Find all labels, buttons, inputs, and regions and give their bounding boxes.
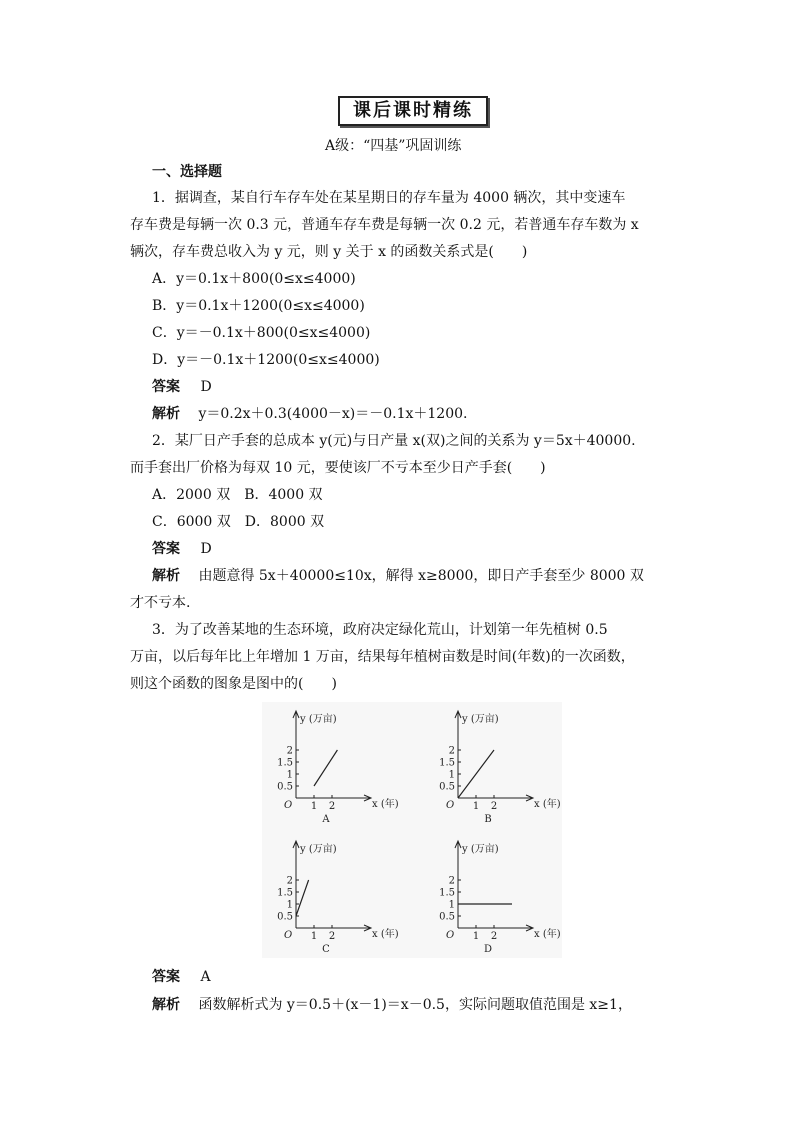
analysis-label: 解析 — [152, 406, 180, 422]
q2-analysis — [152, 567, 644, 585]
q2-options-row1: A．2000 双 B．4000 双 — [152, 487, 323, 503]
q1-answer-value: D — [200, 379, 212, 395]
y-tick-label-A-1: 1.5 — [277, 757, 293, 769]
y-tick-label-C-2: 1 — [286, 899, 293, 911]
q2-line2: 而手套出厂价格为每双 10 元，要使该厂不亏本至少日产手套( ) — [130, 460, 546, 476]
y-axis-label-A: y (万亩) — [300, 714, 337, 725]
q1-line1: 1．据调查，某自行车存车处在某星期日的存车量为 4000 辆次，其中变速车 — [152, 190, 626, 206]
analysis-label: 解析 — [152, 997, 180, 1013]
x-tick-label-B-0: 1 — [472, 801, 480, 812]
q2-answer — [152, 540, 212, 558]
q1-line3: 辆次，存车费总收入为 y 元，则 y 关于 x 的函数关系式是( ) — [130, 244, 528, 260]
y-tick-label-D-3: 0.5 — [439, 911, 455, 923]
level-subtitle: A级：“四基”巩固训练 — [325, 138, 462, 154]
q2-options-row2: C．6000 双 D．8000 双 — [152, 514, 325, 530]
y-axis-label-B: y (万亩) — [462, 714, 499, 725]
q2-line1: 2．某厂日产手套的总成本 y(元)与日产量 x(双)之间的关系为 y＝5x＋40000. — [152, 433, 636, 449]
x-tick-label-C-1: 2 — [328, 931, 336, 942]
x-axis-label-A: x (年) — [372, 799, 399, 810]
y-tick-label-A-2: 1 — [286, 769, 293, 781]
q1-analysis — [152, 405, 467, 423]
analysis-label: 解析 — [152, 568, 180, 584]
y-tick-label-A-0: 2 — [286, 745, 293, 757]
y-axis-label-D: y (万亩) — [462, 844, 499, 855]
x-tick-label-A-0: 1 — [310, 801, 318, 812]
q1-analysis-text: y＝0.2x＋0.3(4000－x)＝－0.1x＋1200. — [198, 406, 468, 422]
origin-D: O — [446, 930, 455, 941]
panel-label-C: C — [322, 944, 330, 955]
panel-label-B: B — [484, 814, 492, 825]
q3-answer — [152, 968, 211, 986]
x-tick-label-A-1: 2 — [328, 801, 336, 812]
x-tick-label-B-1: 2 — [490, 801, 498, 812]
y-tick-label-B-0: 2 — [448, 745, 455, 757]
y-tick-label-B-3: 0.5 — [439, 781, 455, 793]
x-tick-label-D-0: 1 — [472, 931, 480, 942]
origin-C: O — [284, 930, 293, 941]
panel-label-A: A — [322, 814, 330, 825]
figure-background — [262, 702, 562, 958]
x-axis-label-C: x (年) — [372, 929, 399, 940]
y-tick-label-C-0: 2 — [286, 875, 293, 887]
q3-line2: 万亩，以后每年比上年增加 1 万亩，结果每年植树亩数是时间(年数)的一次函数， — [130, 649, 635, 665]
origin-B: O — [446, 800, 455, 811]
y-tick-label-C-3: 0.5 — [277, 911, 293, 923]
x-tick-label-D-1: 2 — [490, 931, 498, 942]
q3-figure-svg — [262, 702, 562, 958]
q1-option-c: C．y＝－0.1x＋800(0≤x≤4000) — [152, 325, 371, 341]
y-tick-label-D-2: 1 — [448, 899, 455, 911]
q3-analysis — [152, 996, 632, 1014]
q1-answer — [152, 378, 212, 396]
q1-line2: 存车费是每辆一次 0.3 元，普通车存车费是每辆一次 0.2 元，若普通车存车数为 x — [130, 217, 639, 233]
y-axis-label-C: y (万亩) — [300, 844, 337, 855]
x-tick-label-C-0: 1 — [310, 931, 318, 942]
q3-figure — [262, 702, 562, 958]
q1-option-a: A．y＝0.1x＋800(0≤x≤4000) — [152, 271, 356, 287]
section-heading: 一、选择题 — [152, 164, 222, 180]
answer-label: 答案 — [152, 541, 180, 557]
x-axis-label-B: x (年) — [534, 799, 561, 810]
q3-line1: 3．为了改善某地的生态环境，政府决定绿化荒山，计划第一年先植树 0.5 — [152, 622, 608, 638]
y-tick-label-B-2: 1 — [448, 769, 455, 781]
y-tick-label-D-1: 1.5 — [439, 887, 455, 899]
panel-label-D: D — [483, 944, 493, 955]
q2-answer-value: D — [200, 541, 212, 557]
answer-label: 答案 — [152, 379, 180, 395]
page-title: 课后课时精练 — [338, 96, 488, 126]
y-tick-label-C-1: 1.5 — [277, 887, 293, 899]
q3-analysis-text: 函数解析式为 y＝0.5＋(x－1)＝x－0.5，实际问题取值范围是 x≥1， — [198, 997, 632, 1013]
q2-analysis-line1: 由题意得 5x＋40000≤10x，解得 x≥8000，即日产手套至少 8000 双 — [198, 568, 644, 584]
q2-analysis-line2: 才不亏本. — [130, 595, 191, 611]
x-axis-label-D: x (年) — [534, 929, 561, 940]
origin-A: O — [284, 800, 293, 811]
q3-answer-value: A — [200, 969, 211, 985]
q1-option-d: D．y＝－0.1x＋1200(0≤x≤4000) — [152, 352, 380, 368]
y-tick-label-B-1: 1.5 — [439, 757, 455, 769]
q1-option-b: B．y＝0.1x＋1200(0≤x≤4000) — [152, 298, 365, 314]
y-tick-label-A-3: 0.5 — [277, 781, 293, 793]
y-tick-label-D-0: 2 — [448, 875, 455, 887]
answer-label: 答案 — [152, 969, 180, 985]
q3-line3: 则这个函数的图象是图中的( ) — [130, 676, 337, 692]
